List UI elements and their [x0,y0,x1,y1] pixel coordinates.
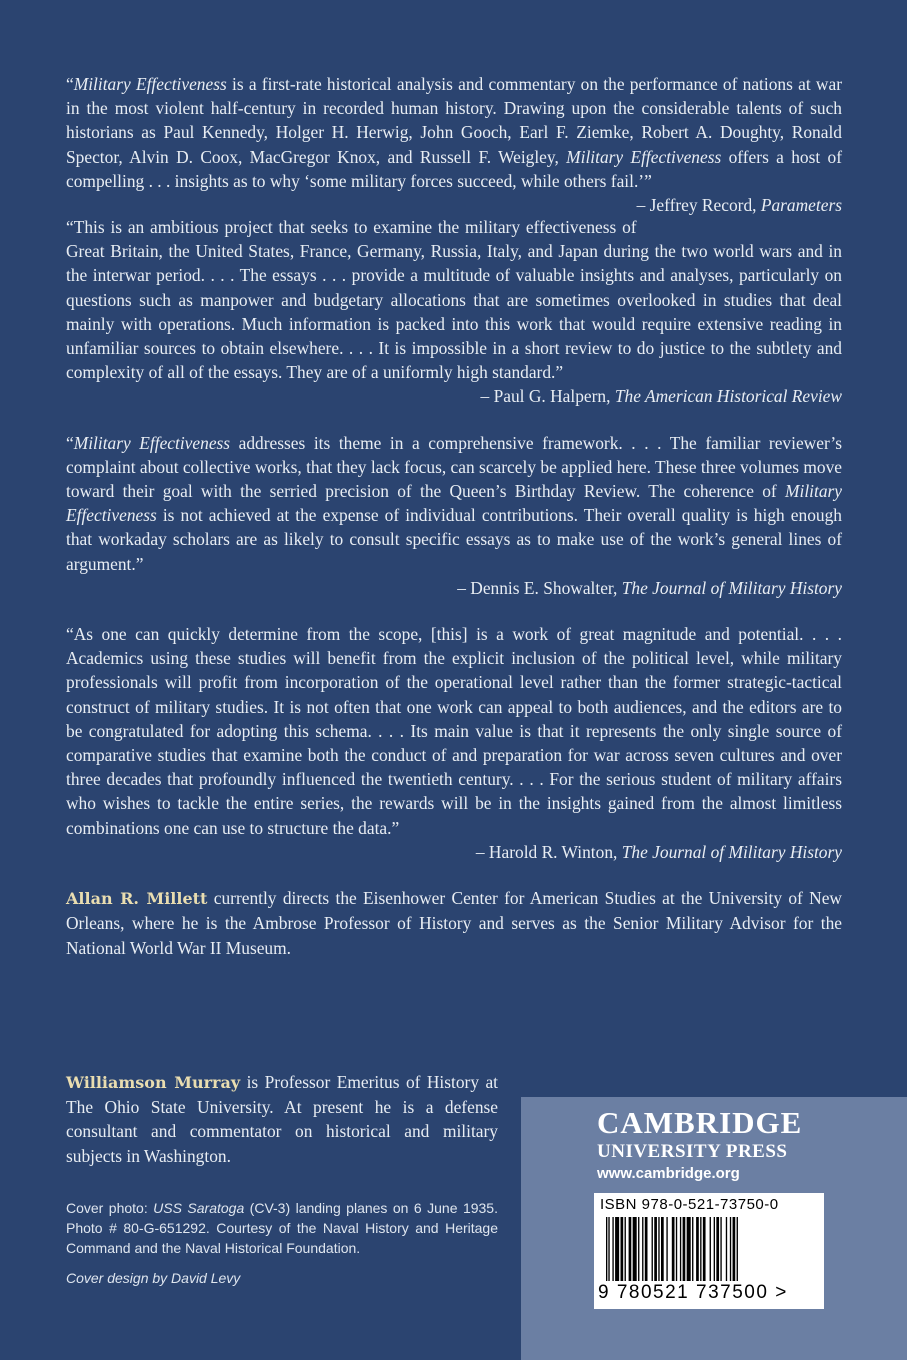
review-text-fragment: offers a host of compelling . . . insights as to why ‘some military forces succeed, while others fail.’” [66,146,843,191]
barcode-bar [710,1217,711,1281]
barcode-bar [661,1217,664,1281]
barcode-bar [716,1217,719,1281]
reviews-section [66,72,842,960]
review-text-fragment: is not achieved at the expense of individual contributions. Their overall quality is high enough that workaday scholars are as likely to consult specific essays as to make use of the work’s general lines of argument.” [66,505,842,574]
review-source: The American Historical Review [614,386,842,407]
review-quote [66,215,842,409]
barcode-bar [654,1217,657,1281]
barcode-bar [714,1217,715,1281]
design-credit-text: Cover design by David Levy [66,1270,241,1286]
barcode-bar [687,1217,691,1281]
cover-design-credit [66,1270,240,1286]
barcode-bar [629,1217,632,1281]
bio-millett [66,886,842,960]
review-attribution [476,842,842,862]
barcode-bar [615,1217,619,1281]
attribution-line [66,384,842,408]
barcode-bar [606,1217,607,1281]
barcode-bar [666,1217,667,1281]
barcode-bar [700,1217,701,1281]
book-title: Military Effectiveness [73,432,231,453]
barcode-bar [621,1217,624,1281]
review-text [66,215,842,384]
reviewer-name: – Dennis E. Showalter, [457,577,622,598]
barcode-bar [642,1217,643,1281]
cover-photo-credit [66,1198,498,1258]
isbn-barcode [594,1193,824,1309]
barcode-bar [652,1217,653,1281]
review-quote [66,72,843,216]
attribution-line [66,840,842,864]
barcode-bar [730,1217,731,1281]
review-source: The Journal of Military History [621,841,842,862]
review-text-fragment: “This is an ambitious project that seeks to examine the military effectiveness of Great Britain, the United States, France, Germany, Russia, Italy, and Japan during the two world wars and in the interwar period. . . . The essays . . . provide a multitude of valuable insights and analyses, particularly on questions such as manpower and budgetary allocations that are sometimes overlooked in studies that deal mainly with operations. Much information is packed into this work that would require extensive reading in unfamiliar sources to obtain elsewhere. . . . It is impossible in a short review to do justice to the subtlety and complexity of all of the essays. They are of a uniformly high standard.” [66,217,842,383]
reviewer-name: – Harold R. Winton, [475,841,622,862]
bio-murray-text: is Professor Emeritus of History at The Ohio State University. At present he is a defense consultant and commentator on historical and military subjects in Washington. [66,1072,499,1166]
review-text [66,431,842,576]
publisher-name: CAMBRIDGE [597,1105,803,1140]
barcode-bar [658,1217,659,1281]
barcode-digits: 9 780521 737500 > [598,1282,788,1303]
isbn-text: ISBN 978-0-521-73750-0 [600,1196,779,1213]
barcode-bar [612,1217,613,1281]
bio-murray [66,1070,498,1168]
credit-rest: (CV-3) landing planes on 6 June 1935. Photo # 80-G-651292. Courtesy of the Naval History and Heritage Command and the Naval Historical Foundation. [66,1200,498,1256]
book-title: Military Effectiveness [73,74,227,94]
barcode-bars [600,1217,818,1281]
barcode-bar [703,1217,706,1281]
review-quote [66,431,842,600]
credit-prefix: Cover photo: [66,1200,154,1216]
barcode-bar [676,1217,677,1281]
publisher-subtitle: UNIVERSITY PRESS [597,1141,788,1162]
barcode-bar [692,1217,693,1281]
publisher-panel [521,1097,907,1360]
barcode-bar [633,1217,637,1281]
review-text-fragment: “ [66,74,74,94]
barcode-bar [737,1217,738,1281]
review-text-fragment: is a first-rate historical analysis and commentary on the performance of nations at war in the most violent half-century in recorded human history. Drawing upon the considerable talents of such historians as Paul Kennedy, Holger H. Herwig, John Gooch, Earl F. Ziemke, Robert A. Doughty, Ronald Spector, Alvin D. Coox, MacGregor Knox, and Russell F. Weigley, [66,74,842,167]
barcode-bar [726,1217,727,1281]
publisher-url: www.cambridge.org [597,1165,740,1182]
review-attribution [637,193,842,217]
review-source: Parameters [760,195,842,216]
review-attribution [457,578,842,598]
review-text [66,622,842,840]
barcode-bar [608,1217,609,1281]
review-text-fragment: addresses its theme in a comprehensive framework. . . . The familiar reviewer’s complaint about collective works, that they lack focus, can scarcely be applied here. These three volumes move toward their goal with the serried precision of the Queen’s Birthday Review. The coherence of [66,432,842,502]
reviews-list [66,72,842,864]
barcode-bar [720,1217,721,1281]
book-title: Military Effectiveness [66,481,842,526]
attribution-line [66,576,842,600]
review-text [66,72,843,216]
review-text-fragment: “ [66,432,74,453]
barcode-bar [696,1217,699,1281]
review-text-fragment: “As one can quickly determine from the scope, [this] is a work of great magnitude and potential. . . . Academics using these studies will benefit from the explicit inclusion of the political level, while military professionals will profit from incorporation of the operational level rather than the former strategic-tactical construct of military studies. It is not often that one work can appeal to both audiences, and the editors are to be congratulated for adopting this schema. . . . Its main value is that it represents the only single source of comparative studies that examine both the conduct of and preparation for war across seven cultures and over three decades that profoundly influenced the twentieth century. . . . For the serious student of military affairs who wishes to tackle the entire series, the rewards will be in the insights gained from the almost limitless combinations one can use to structure the data.” [66,624,842,838]
barcode-bar [680,1217,681,1281]
barcode-bar [672,1217,675,1281]
reviewer-name: – Paul G. Halpern, [480,386,615,407]
barcode-bar [638,1217,639,1281]
review-quote [66,622,842,864]
review-attribution [481,386,842,406]
barcode-bar [733,1217,736,1281]
credit-ship: USS Saratoga [153,1200,245,1216]
author-name-murray: Williamson Murray [66,1073,241,1092]
reviewer-name: – Jeffrey Record, [636,195,761,216]
barcode-bar [683,1217,686,1281]
review-source: The Journal of Military History [621,577,842,598]
barcode-bar [625,1217,626,1281]
book-title: Military Effectiveness [566,146,722,167]
barcode-bar [645,1217,648,1281]
author-name-millett: Allan R. Millett [66,889,208,909]
bio-millett-text: currently directs the Eisenhower Center for American Studies at the University of New Orleans, where he is the Ambrose Professor of History and serves as the Senior Military Advisor for the National World War II Museum. [66,888,842,958]
